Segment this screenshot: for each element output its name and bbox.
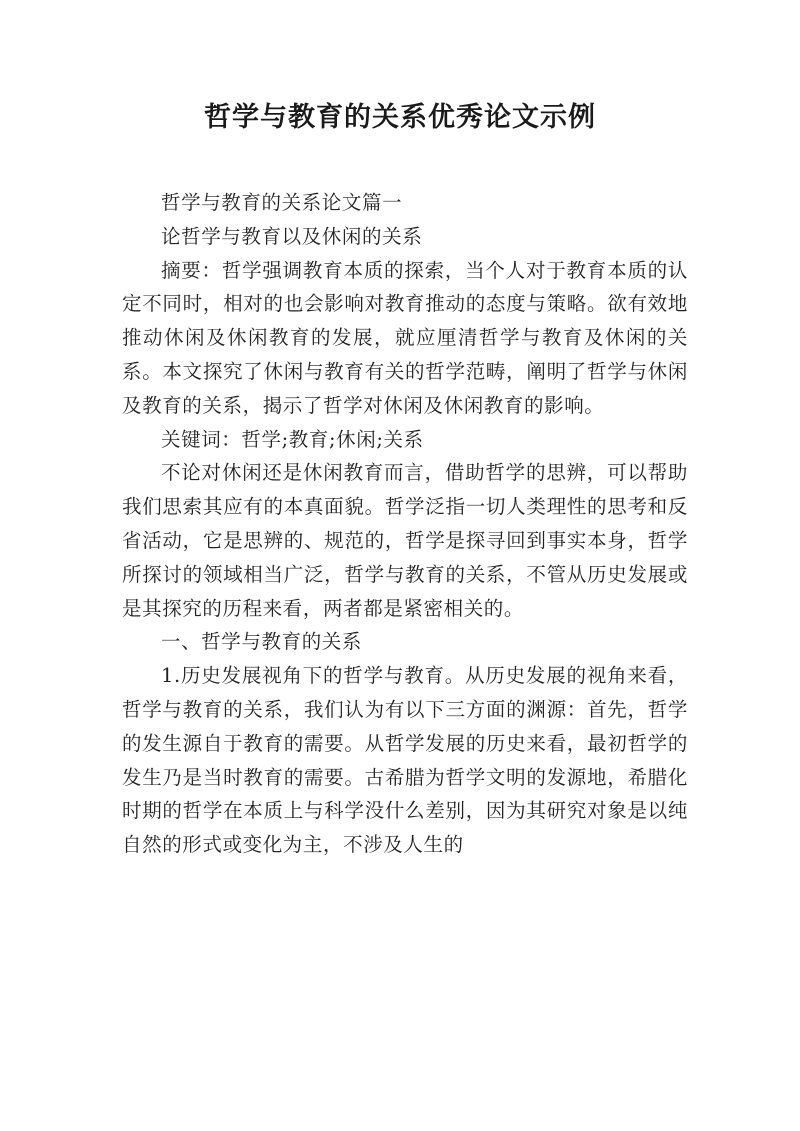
article-heading: 哲学与教育的关系论文篇一 [161,191,403,214]
section-heading: 一、哲学与教育的关系 [161,630,363,654]
article-subtitle: 论哲学与教育以及休闲的关系 [161,224,423,248]
keywords-paragraph: 关键词：哲学;教育;休闲;关系 [161,427,424,451]
document-title: 哲学与教育的关系优秀论文示例 [204,102,596,133]
abstract-paragraph: 摘要：哲学强调教育本质的探索，当个人对于教育本质的认定不同时，相对的也会影响对教育推动的态度与策略。欲有效地推动休闲及休闲教育的发展，就应厘清哲学与教育及休闲的关系。本文探究了休闲与教育有关的哲学范畴，阐明了哲学与休闲及教育的关系，揭示了哲学对休闲及休闲教育的影响。 [122,258,688,417]
intro-paragraph: 不论对休闲还是休闲教育而言，借助哲学的思辨，可以帮助我们思索其应有的本真面貌。哲学泛指一切人类理性的思考和反省活动，它是思辨的、规范的，哲学是探寻回到事实本身，哲学所探讨的领域相当广泛，哲学与教育的关系，不管从历史发展或是其探究的历程来看，两者都是紧密相关的。 [122,461,688,620]
document-body [122,186,688,862]
section-paragraph: 1.历史发展视角下的哲学与教育。从历史发展的视角来看，哲学与教育的关系，我们认为有以下三方面的渊源：首先，哲学的发生源自于教育的需要。从哲学发展的历史来看，最初哲学的发生乃是当时教育的需要。古希腊为哲学文明的发源地，希腊化时期的哲学在本质上与科学没什么差别，因为其研究对象是以纯自然的形式或变化为主，不涉及人生的 [122,664,688,857]
